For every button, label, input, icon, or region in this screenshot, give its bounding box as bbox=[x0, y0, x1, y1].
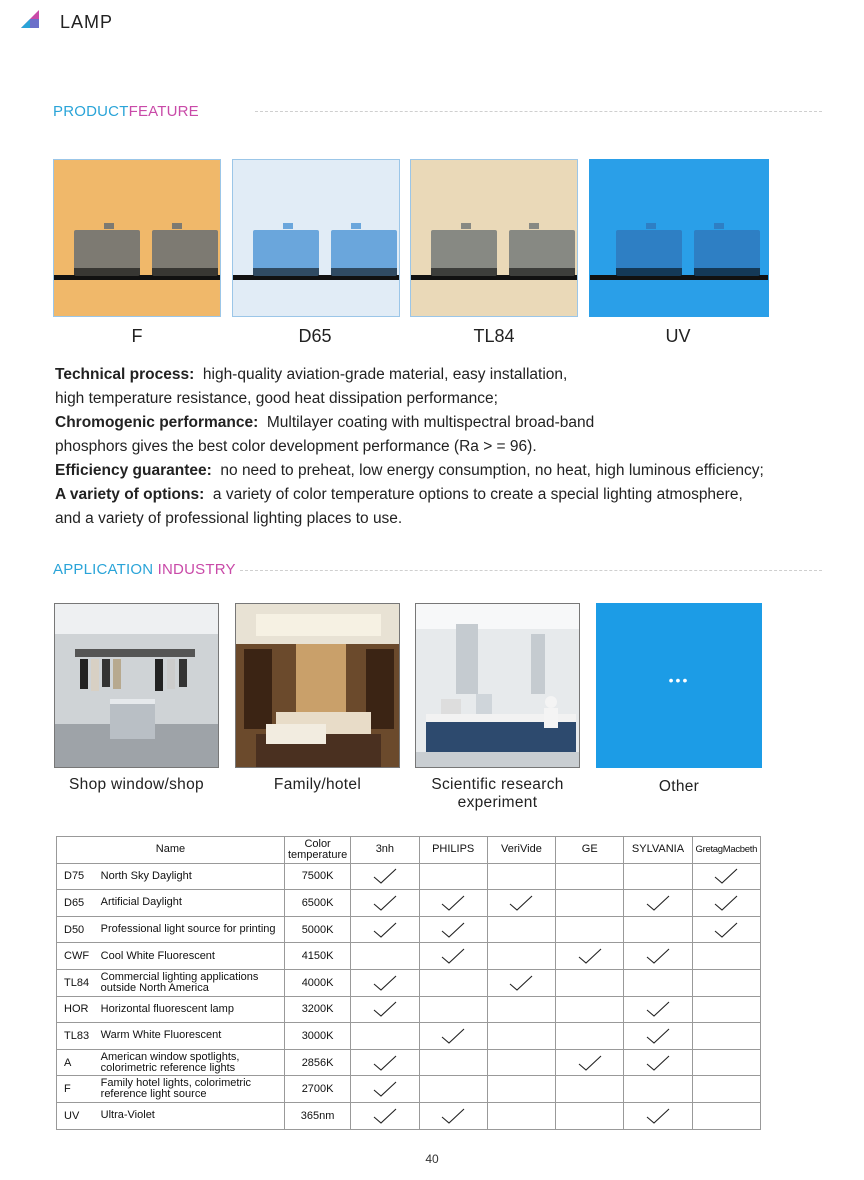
lamp-fixture bbox=[253, 230, 319, 276]
source-code: UV bbox=[57, 1102, 97, 1129]
empty-cell bbox=[351, 1023, 419, 1050]
source-name: Warm White Fluorescent bbox=[97, 1023, 285, 1050]
lamp-image-tl84 bbox=[410, 159, 578, 317]
check-icon bbox=[487, 969, 555, 996]
check-icon bbox=[487, 890, 555, 917]
light-source-table bbox=[56, 836, 761, 1130]
empty-cell bbox=[487, 943, 555, 970]
check-icon bbox=[351, 996, 419, 1023]
empty-cell bbox=[692, 1049, 760, 1076]
table-row bbox=[57, 1023, 761, 1050]
check-icon bbox=[624, 1023, 692, 1050]
header-color-temperature: Color temperature bbox=[284, 837, 350, 864]
laboratory-image bbox=[415, 603, 580, 768]
application-caption: Other bbox=[658, 778, 700, 795]
application-caption: Shop window/shop bbox=[69, 776, 204, 793]
application-caption: Family/hotel bbox=[273, 776, 362, 793]
empty-cell bbox=[556, 996, 624, 1023]
description-line: Technical process: high-quality aviation-grade material, easy installation, bbox=[55, 366, 568, 383]
description-line: A variety of options: a variety of color temperature options to create a special lighting atmosphere, bbox=[55, 486, 743, 503]
lamp-caption: UV bbox=[665, 326, 691, 346]
description-line: Efficiency guarantee: no need to preheat, low energy consumption, no heat, high luminous efficiency; bbox=[55, 462, 764, 479]
header-name: Name bbox=[57, 837, 285, 864]
shop-window-image bbox=[54, 603, 219, 768]
empty-cell bbox=[556, 890, 624, 917]
description-line: high temperature resistance, good heat dissipation performance; bbox=[55, 390, 498, 407]
table-row bbox=[57, 969, 761, 996]
empty-cell bbox=[624, 916, 692, 943]
check-icon bbox=[624, 890, 692, 917]
color-temperature: 6500K bbox=[284, 890, 350, 917]
empty-cell bbox=[419, 1049, 487, 1076]
check-icon bbox=[419, 916, 487, 943]
empty-cell bbox=[692, 996, 760, 1023]
empty-cell bbox=[692, 1076, 760, 1103]
divider bbox=[255, 111, 822, 112]
application-caption: Scientific research experiment bbox=[431, 776, 564, 811]
source-code: CWF bbox=[57, 943, 97, 970]
empty-cell bbox=[556, 863, 624, 890]
color-temperature: 7500K bbox=[284, 863, 350, 890]
lamp-fixture bbox=[509, 230, 575, 276]
empty-cell bbox=[624, 1076, 692, 1103]
source-code: HOR bbox=[57, 996, 97, 1023]
page-number: 40 bbox=[425, 1152, 439, 1166]
divider bbox=[240, 570, 822, 571]
source-name: Horizontal fluorescent lamp bbox=[97, 996, 285, 1023]
source-code: D50 bbox=[57, 916, 97, 943]
header-brand: PHILIPS bbox=[419, 837, 487, 864]
empty-cell bbox=[692, 1023, 760, 1050]
empty-cell bbox=[419, 969, 487, 996]
empty-cell bbox=[692, 1102, 760, 1129]
header-brand: GE bbox=[556, 837, 624, 864]
source-code: D75 bbox=[57, 863, 97, 890]
table-row bbox=[57, 996, 761, 1023]
lamp-fixture bbox=[431, 230, 497, 276]
empty-cell bbox=[487, 996, 555, 1023]
empty-cell bbox=[487, 1076, 555, 1103]
check-icon bbox=[624, 1102, 692, 1129]
check-icon bbox=[351, 1102, 419, 1129]
check-icon bbox=[419, 1102, 487, 1129]
empty-cell bbox=[556, 1076, 624, 1103]
source-name: Family hotel lights, colorimetric reference light source bbox=[97, 1076, 285, 1103]
empty-cell bbox=[419, 996, 487, 1023]
table-row bbox=[57, 890, 761, 917]
lamp-image-d65 bbox=[232, 159, 400, 317]
check-icon bbox=[351, 916, 419, 943]
lamp-caption: TL84 bbox=[473, 326, 515, 346]
lamp-caption: D65 bbox=[298, 326, 332, 346]
empty-cell bbox=[351, 943, 419, 970]
lamp-fixture bbox=[616, 230, 682, 276]
check-icon bbox=[692, 916, 760, 943]
source-name: Ultra-Violet bbox=[97, 1102, 285, 1129]
header-brand: GretagMacbeth bbox=[692, 837, 760, 864]
check-icon bbox=[351, 863, 419, 890]
application-industry-heading: APPLICATION INDUSTRY bbox=[53, 561, 236, 578]
lamp-image-f bbox=[53, 159, 221, 317]
source-code: D65 bbox=[57, 890, 97, 917]
empty-cell bbox=[556, 1102, 624, 1129]
empty-cell bbox=[692, 969, 760, 996]
check-icon bbox=[419, 943, 487, 970]
source-code: A bbox=[57, 1049, 97, 1076]
color-temperature: 365nm bbox=[284, 1102, 350, 1129]
color-temperature: 4150K bbox=[284, 943, 350, 970]
check-icon bbox=[624, 943, 692, 970]
source-name: American window spotlights, colorimetric reference lights bbox=[97, 1049, 285, 1076]
product-feature-heading: PRODUCTFEATURE bbox=[53, 103, 199, 120]
lamp-image-uv bbox=[589, 159, 769, 317]
check-icon bbox=[351, 1049, 419, 1076]
check-icon bbox=[419, 890, 487, 917]
empty-cell bbox=[624, 863, 692, 890]
description-line: phosphors gives the best color development performance (Ra > = 96). bbox=[55, 438, 537, 455]
lamp-fixture bbox=[74, 230, 140, 276]
empty-cell bbox=[487, 916, 555, 943]
brand-logo-icon bbox=[19, 9, 41, 29]
check-icon bbox=[419, 1023, 487, 1050]
table-row bbox=[57, 943, 761, 970]
color-temperature: 2856K bbox=[284, 1049, 350, 1076]
check-icon bbox=[556, 943, 624, 970]
brand-title: LAMP bbox=[60, 12, 114, 32]
check-icon bbox=[692, 863, 760, 890]
source-name: Cool White Fluorescent bbox=[97, 943, 285, 970]
lamp-caption: F bbox=[131, 326, 143, 346]
empty-cell bbox=[487, 1023, 555, 1050]
description-line: and a variety of professional lighting places to use. bbox=[55, 510, 403, 527]
lamp-fixture bbox=[694, 230, 760, 276]
feature-description bbox=[55, 363, 845, 531]
empty-cell bbox=[419, 863, 487, 890]
empty-cell bbox=[487, 863, 555, 890]
empty-cell bbox=[556, 1023, 624, 1050]
hotel-room-image bbox=[235, 603, 400, 768]
lamp-fixture bbox=[331, 230, 397, 276]
table-row bbox=[57, 916, 761, 943]
source-name: North Sky Daylight bbox=[97, 863, 285, 890]
header-brand: 3nh bbox=[351, 837, 419, 864]
table-row bbox=[57, 1102, 761, 1129]
empty-cell bbox=[624, 969, 692, 996]
table-row bbox=[57, 863, 761, 890]
table-row bbox=[57, 1049, 761, 1076]
table-header-row bbox=[57, 837, 761, 864]
source-name: Professional light source for printing bbox=[97, 916, 285, 943]
empty-cell bbox=[556, 969, 624, 996]
check-icon bbox=[624, 996, 692, 1023]
source-code: TL83 bbox=[57, 1023, 97, 1050]
check-icon bbox=[556, 1049, 624, 1076]
color-temperature: 4000K bbox=[284, 969, 350, 996]
source-code: TL84 bbox=[57, 969, 97, 996]
empty-cell bbox=[487, 1049, 555, 1076]
source-name: Commercial lighting applications outside North America bbox=[97, 969, 285, 996]
color-temperature: 3000K bbox=[284, 1023, 350, 1050]
source-code: F bbox=[57, 1076, 97, 1103]
empty-cell bbox=[487, 1102, 555, 1129]
other-applications-tile bbox=[596, 603, 762, 768]
header-brand: VeriVide bbox=[487, 837, 555, 864]
color-temperature: 2700K bbox=[284, 1076, 350, 1103]
source-name: Artificial Daylight bbox=[97, 890, 285, 917]
check-icon bbox=[351, 1076, 419, 1103]
empty-cell bbox=[419, 1076, 487, 1103]
empty-cell bbox=[692, 943, 760, 970]
check-icon bbox=[624, 1049, 692, 1076]
ellipsis-icon: ••• bbox=[668, 672, 690, 688]
check-icon bbox=[692, 890, 760, 917]
color-temperature: 3200K bbox=[284, 996, 350, 1023]
check-icon bbox=[351, 890, 419, 917]
header-brand: SYLVANIA bbox=[624, 837, 692, 864]
color-temperature: 5000K bbox=[284, 916, 350, 943]
lamp-fixture bbox=[152, 230, 218, 276]
empty-cell bbox=[556, 916, 624, 943]
check-icon bbox=[351, 969, 419, 996]
table-row bbox=[57, 1076, 761, 1103]
description-line: Chromogenic performance: Multilayer coating with multispectral broad-band bbox=[55, 414, 595, 431]
